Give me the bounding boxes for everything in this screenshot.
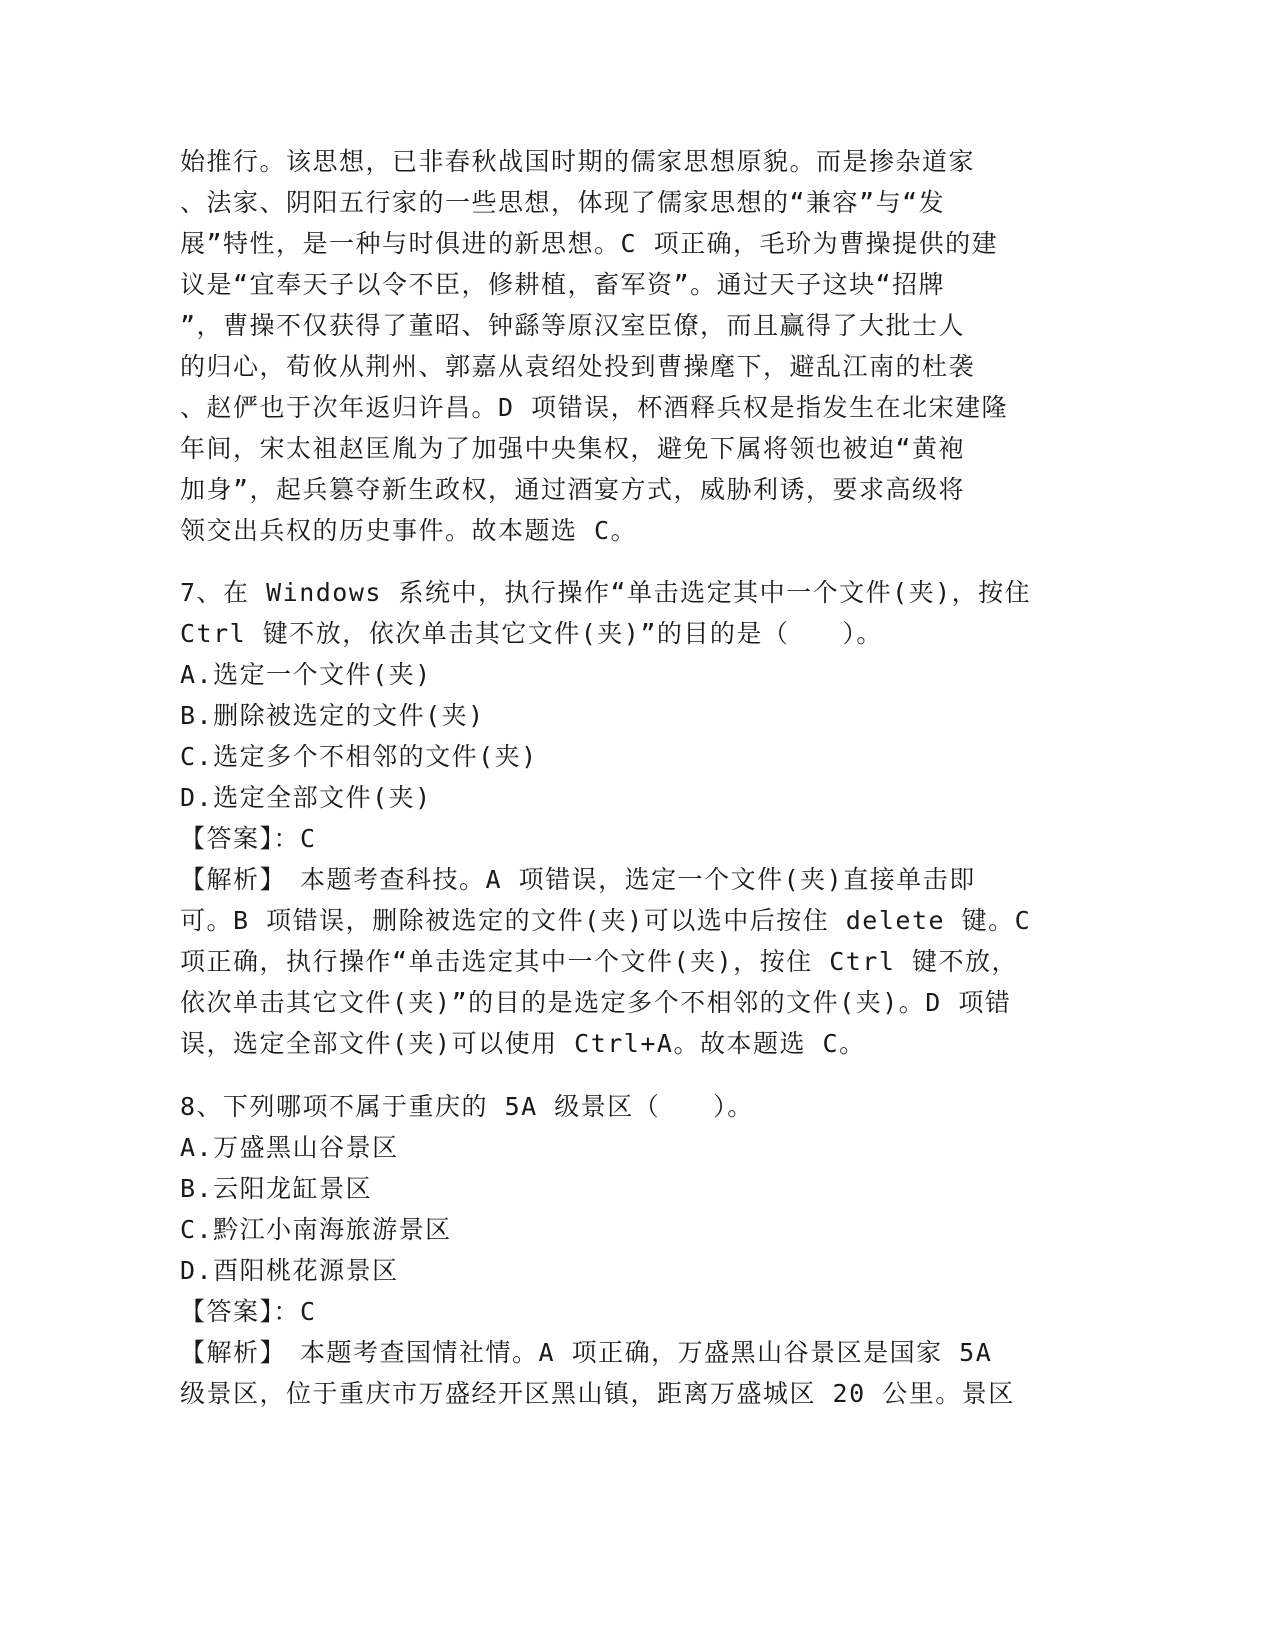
question-8-option-b: B.云阳龙缸景区 bbox=[180, 1174, 373, 1203]
paragraph-line: 加身”，起兵篡夺新生政权，通过酒宴方式，威胁利诱，要求高级将 bbox=[180, 475, 966, 504]
question-7-option-b: B.删除被选定的文件(夹) bbox=[180, 701, 485, 730]
paragraph-line: 议是“宜奉天子以令不臣，修耕植，畜军资”。通过天子这块“招牌 bbox=[180, 270, 946, 299]
question-8-stem: 8、下列哪项不属于重庆的 5A 级景区（ ）。 bbox=[180, 1092, 754, 1121]
paragraph-line: 、赵俨也于次年返归许昌。D 项错误，杯酒释兵权是指发生在北宋建隆 bbox=[180, 393, 1009, 422]
question-8-option-c: C.黔江小南海旅游景区 bbox=[180, 1215, 452, 1244]
paragraph-line: 展”特性，是一种与时俱进的新思想。C 项正确，毛玠为曹操提供的建 bbox=[180, 229, 999, 258]
question-7-option-a: A.选定一个文件(夹) bbox=[180, 660, 432, 689]
paragraph-line: 年间，宋太祖赵匡胤为了加强中央集权，避免下属将领也被迫“黄袍 bbox=[180, 434, 966, 463]
question-7-analysis: 可。B 项错误，删除被选定的文件(夹)可以选中后按住 delete 键。C bbox=[180, 906, 1032, 935]
question-7-answer: 【答案】：C bbox=[180, 824, 317, 853]
paragraph-line: 领交出兵权的历史事件。故本题选 C。 bbox=[180, 516, 638, 545]
question-8-analysis: 级景区，位于重庆市万盛经开区黑山镇，距离万盛城区 20 公里。景区 bbox=[180, 1379, 1015, 1408]
question-7-option-c: C.选定多个不相邻的文件(夹) bbox=[180, 742, 538, 771]
question-8-option-a: A.万盛黑山谷景区 bbox=[180, 1133, 399, 1162]
question-7-analysis: 误，选定全部文件(夹)可以使用 Ctrl+A。故本题选 C。 bbox=[180, 1029, 866, 1058]
paragraph-line: ”，曹操不仅获得了董昭、钟繇等原汉室臣僚，而且赢得了大批士人 bbox=[180, 311, 966, 340]
paragraph-line: 、法家、阴阳五行家的一些思想，体现了儒家思想的“兼容”与“发 bbox=[180, 188, 946, 217]
question-7-stem: 7、在 Windows 系统中，执行操作“单击选定其中一个文件(夹)，按住 bbox=[180, 578, 1032, 607]
question-8-option-d: D.酉阳桃花源景区 bbox=[180, 1256, 399, 1285]
paragraph-line: 始推行。该思想，已非春秋战国时期的儒家思想原貌。而是掺杂道家 bbox=[180, 147, 976, 176]
question-8-analysis: 【解析】 本题考查国情社情。A 项正确，万盛黑山谷景区是国家 5A bbox=[180, 1338, 993, 1367]
paragraph-line: 的归心，荀攸从荆州、郭嘉从袁绍处投到曹操麾下，避乱江南的杜袭 bbox=[180, 352, 976, 381]
question-7-analysis: 项正确，执行操作“单击选定其中一个文件(夹)，按住 Ctrl 键不放， bbox=[180, 947, 1018, 976]
question-8-answer: 【答案】：C bbox=[180, 1297, 317, 1326]
question-7-analysis: 【解析】 本题考查科技。A 项错误，选定一个文件(夹)直接单击即 bbox=[180, 865, 976, 894]
question-7-option-d: D.选定全部文件(夹) bbox=[180, 783, 432, 812]
question-7-analysis: 依次单击其它文件(夹)”的目的是选定多个不相邻的文件(夹)。D 项错 bbox=[180, 988, 1012, 1017]
question-7-stem: Ctrl 键不放，依次单击其它文件(夹)”的目的是（ ）。 bbox=[180, 619, 883, 648]
